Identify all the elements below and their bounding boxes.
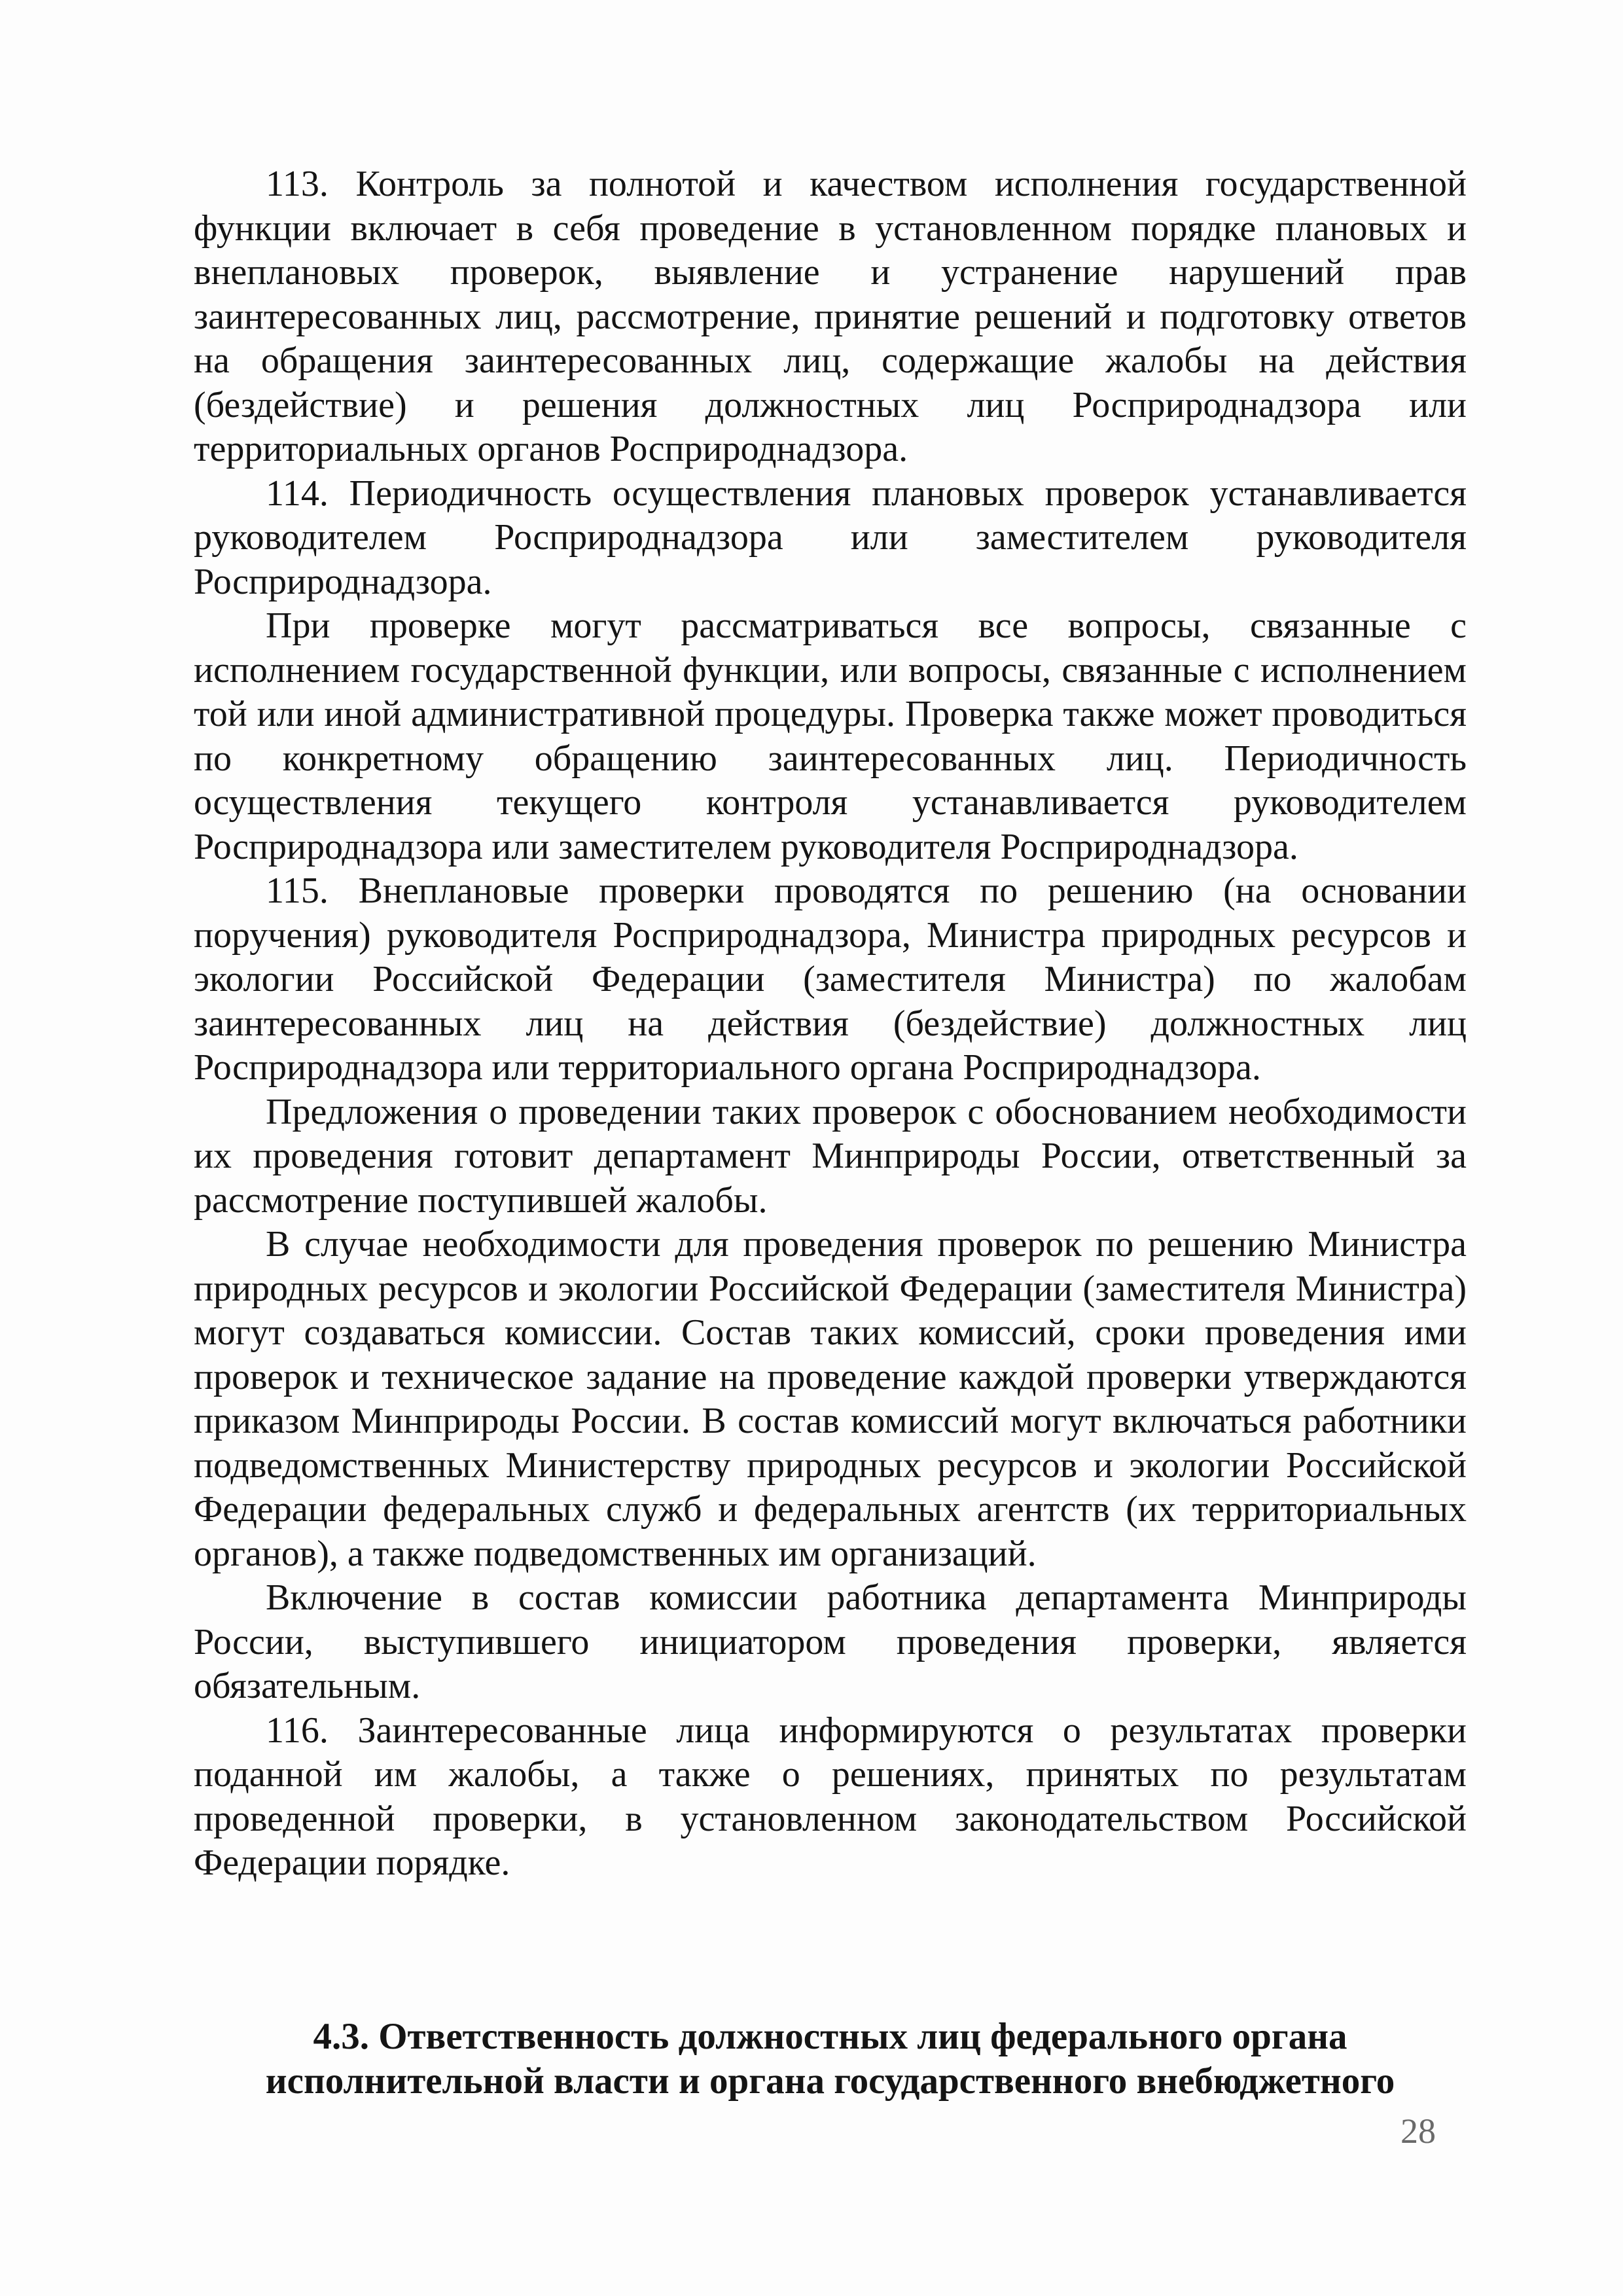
paragraph-113: 113. Контроль за полнотой и качеством исполнения государственной функции включает в себя проведение в установленном порядке плановых и внеплановых проверок, выявление и устранение нарушений прав заинтересованных лиц, рассмотрение, принятие решений и подготовку ответов на обращения заинтересованных лиц, содержащие жалобы на действия (бездействие) и решения должностных лиц Росприроднадзора или территориальных органов Росприроднадзора. <box>194 164 1467 469</box>
body-text <box>194 162 1467 1886</box>
paragraph-114: 114. Периодичность осуществления плановых проверок устанавливается руководителем Росприроднадзора или заместителем руководителя Росприроднадзора. <box>194 473 1467 602</box>
paragraph-115: 115. Внеплановые проверки проводятся по решению (на основании поручения) руководителя Росприроднадзора, Министра природных ресурсов и экологии Российской Федерации (заместителя Министра) по жалобам заинтересованных лиц на действия (бездействие) должностных лиц Росприроднадзора или территориального органа Росприроднадзора. <box>194 870 1467 1088</box>
section-heading-line-2: исполнительной власти и органа государственного внебюджетного <box>265 2060 1395 2102</box>
section-heading <box>194 2015 1467 2104</box>
section-heading-line-1: 4.3. Ответственность должностных лиц федерального органа <box>313 2016 1347 2057</box>
paragraph-inclusion: Включение в состав комиссии работника департамента Минприроды России, выступившего инициатором проведения проверки, является обязательным. <box>194 1577 1467 1706</box>
paragraph-proposals: Предложения о проведении таких проверок с обоснованием необходимости их проведения готовит департамент Минприроды России, ответственный за рассмотрение поступившей жалобы. <box>194 1091 1467 1221</box>
page-number: 28 <box>1400 2111 1436 2151</box>
paragraph-commissions: В случае необходимости для проведения проверок по решению Министра природных ресурсов и экологии Российской Федерации (заместителя Министра) могут создаваться комиссии. Состав таких комиссий, сроки проведения ими проверок и техническое задание на проведение каждой проверки утверждаются приказом Минприроды России. В состав комиссий могут включаться работники подведомственных Министерству природных ресурсов и экологии Российской Федерации федеральных служб и федеральных агентств (их территориальных органов), а также подведомственных им организаций. <box>194 1224 1467 1574</box>
paragraph-check-scope: При проверке могут рассматриваться все вопросы, связанные с исполнением государственной функции, или вопросы, связанные с исполнением той или иной административной процедуры. Проверка также может проводиться по конкретному обращению заинтересованных лиц. Периодичность осуществления текущего контроля устанавливается руководителем Росприроднадзора или заместителем руководителя Росприроднадзора. <box>194 605 1467 867</box>
paragraph-116: 116. Заинтересованные лица информируются о результатах проверки поданной им жалобы, а также о решениях, принятых по результатам проведенной проверки, в установленном законодательством Российской Федерации порядке. <box>194 1710 1467 1883</box>
